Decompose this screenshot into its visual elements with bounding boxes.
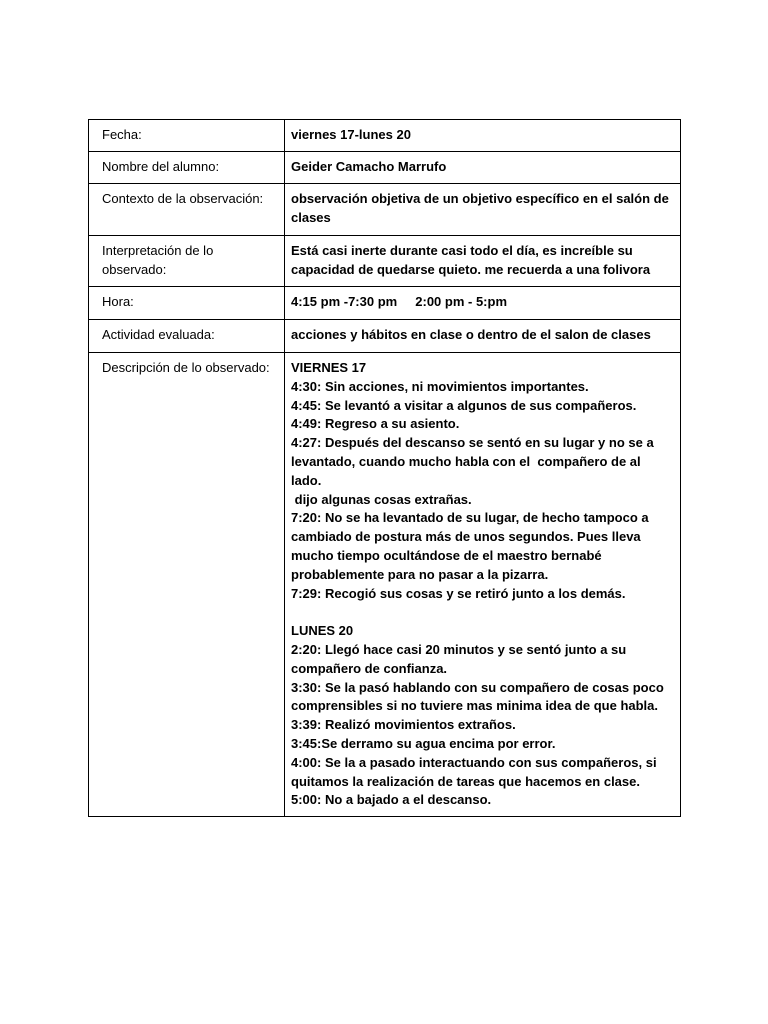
desc-spacer <box>291 603 674 622</box>
desc-line: 4:49: Regreso a su asiento. <box>291 416 460 432</box>
label-fecha: Fecha: <box>89 120 285 152</box>
value-actividad: acciones y hábitos en clase o dentro de el salon de clases <box>285 320 681 353</box>
desc-line: 4:00: Se la a pasado interactuando con sus compañeros, si quitamos la realización de tareas que hacemos en clase. <box>291 754 661 789</box>
desc-line: 3:39: Realizó movimientos extraños. <box>291 717 516 733</box>
row-fecha <box>89 120 681 152</box>
desc-line: 7:20: No se ha levantado de su lugar, de hecho tampoco a cambiado de postura más de unos segundos. Pues lleva mucho tiempo ocultándose de el maestro bernabé probablemente para no pasar a la pizarra. <box>291 510 653 582</box>
label-nombre-alumno: Nombre del alumno: <box>89 152 285 184</box>
value-descripcion <box>285 353 681 817</box>
value-interpretacion: Está casi inerte durante casi todo el día, es increíble su capacidad de quedarse quieto. me recuerda a una folivora <box>285 236 681 287</box>
row-hora <box>89 287 681 320</box>
row-descripcion <box>89 353 681 817</box>
label-interpretacion: Interpretación de lo observado: <box>89 236 285 287</box>
desc-line: 4:27: Después del descanso se sentó en su lugar y no se a levantado, cuando mucho habla con el compañero de al lado. <box>291 435 658 488</box>
desc-line: 4:30: Sin acciones, ni movimientos importantes. <box>291 378 589 394</box>
observation-table <box>88 119 681 817</box>
desc-line: 4:45: Se levantó a visitar a algunos de sus compañeros. <box>291 397 637 413</box>
desc-line: 2:20: Llegó hace casi 20 minutos y se sentó junto a su compañero de confianza. <box>291 641 630 676</box>
value-nombre-alumno: Geider Camacho Marrufo <box>285 152 681 184</box>
label-hora: Hora: <box>89 287 285 320</box>
desc-line: dijo algunas cosas extrañas. <box>291 491 472 507</box>
label-contexto: Contexto de la observación: <box>89 184 285 236</box>
value-hora: 4:15 pm -7:30 pm 2:00 pm - 5:pm <box>285 287 681 320</box>
desc-line: 3:45:Se derramo su agua encima por error. <box>291 735 556 751</box>
row-actividad <box>89 320 681 353</box>
row-nombre-alumno <box>89 152 681 184</box>
value-contexto: observación objetiva de un objetivo específico en el salón de clases <box>285 184 681 236</box>
row-interpretacion <box>89 236 681 287</box>
label-descripcion: Descripción de lo observado: <box>89 353 285 817</box>
label-actividad: Actividad evaluada: <box>89 320 285 353</box>
desc-line: VIERNES 17 <box>291 360 367 375</box>
desc-line: 3:30: Se la pasó hablando con su compañero de cosas poco comprensibles si no tuviere mas minima idea de que habla. <box>291 679 668 714</box>
desc-line: LUNES 20 <box>291 623 354 639</box>
desc-line: 5:00: No a bajado a el descanso. <box>291 792 492 808</box>
desc-line: 7:29: Recogió sus cosas y se retiró junto a los demás. <box>291 585 626 601</box>
value-fecha: viernes 17-lunes 20 <box>285 120 681 152</box>
row-contexto <box>89 184 681 236</box>
